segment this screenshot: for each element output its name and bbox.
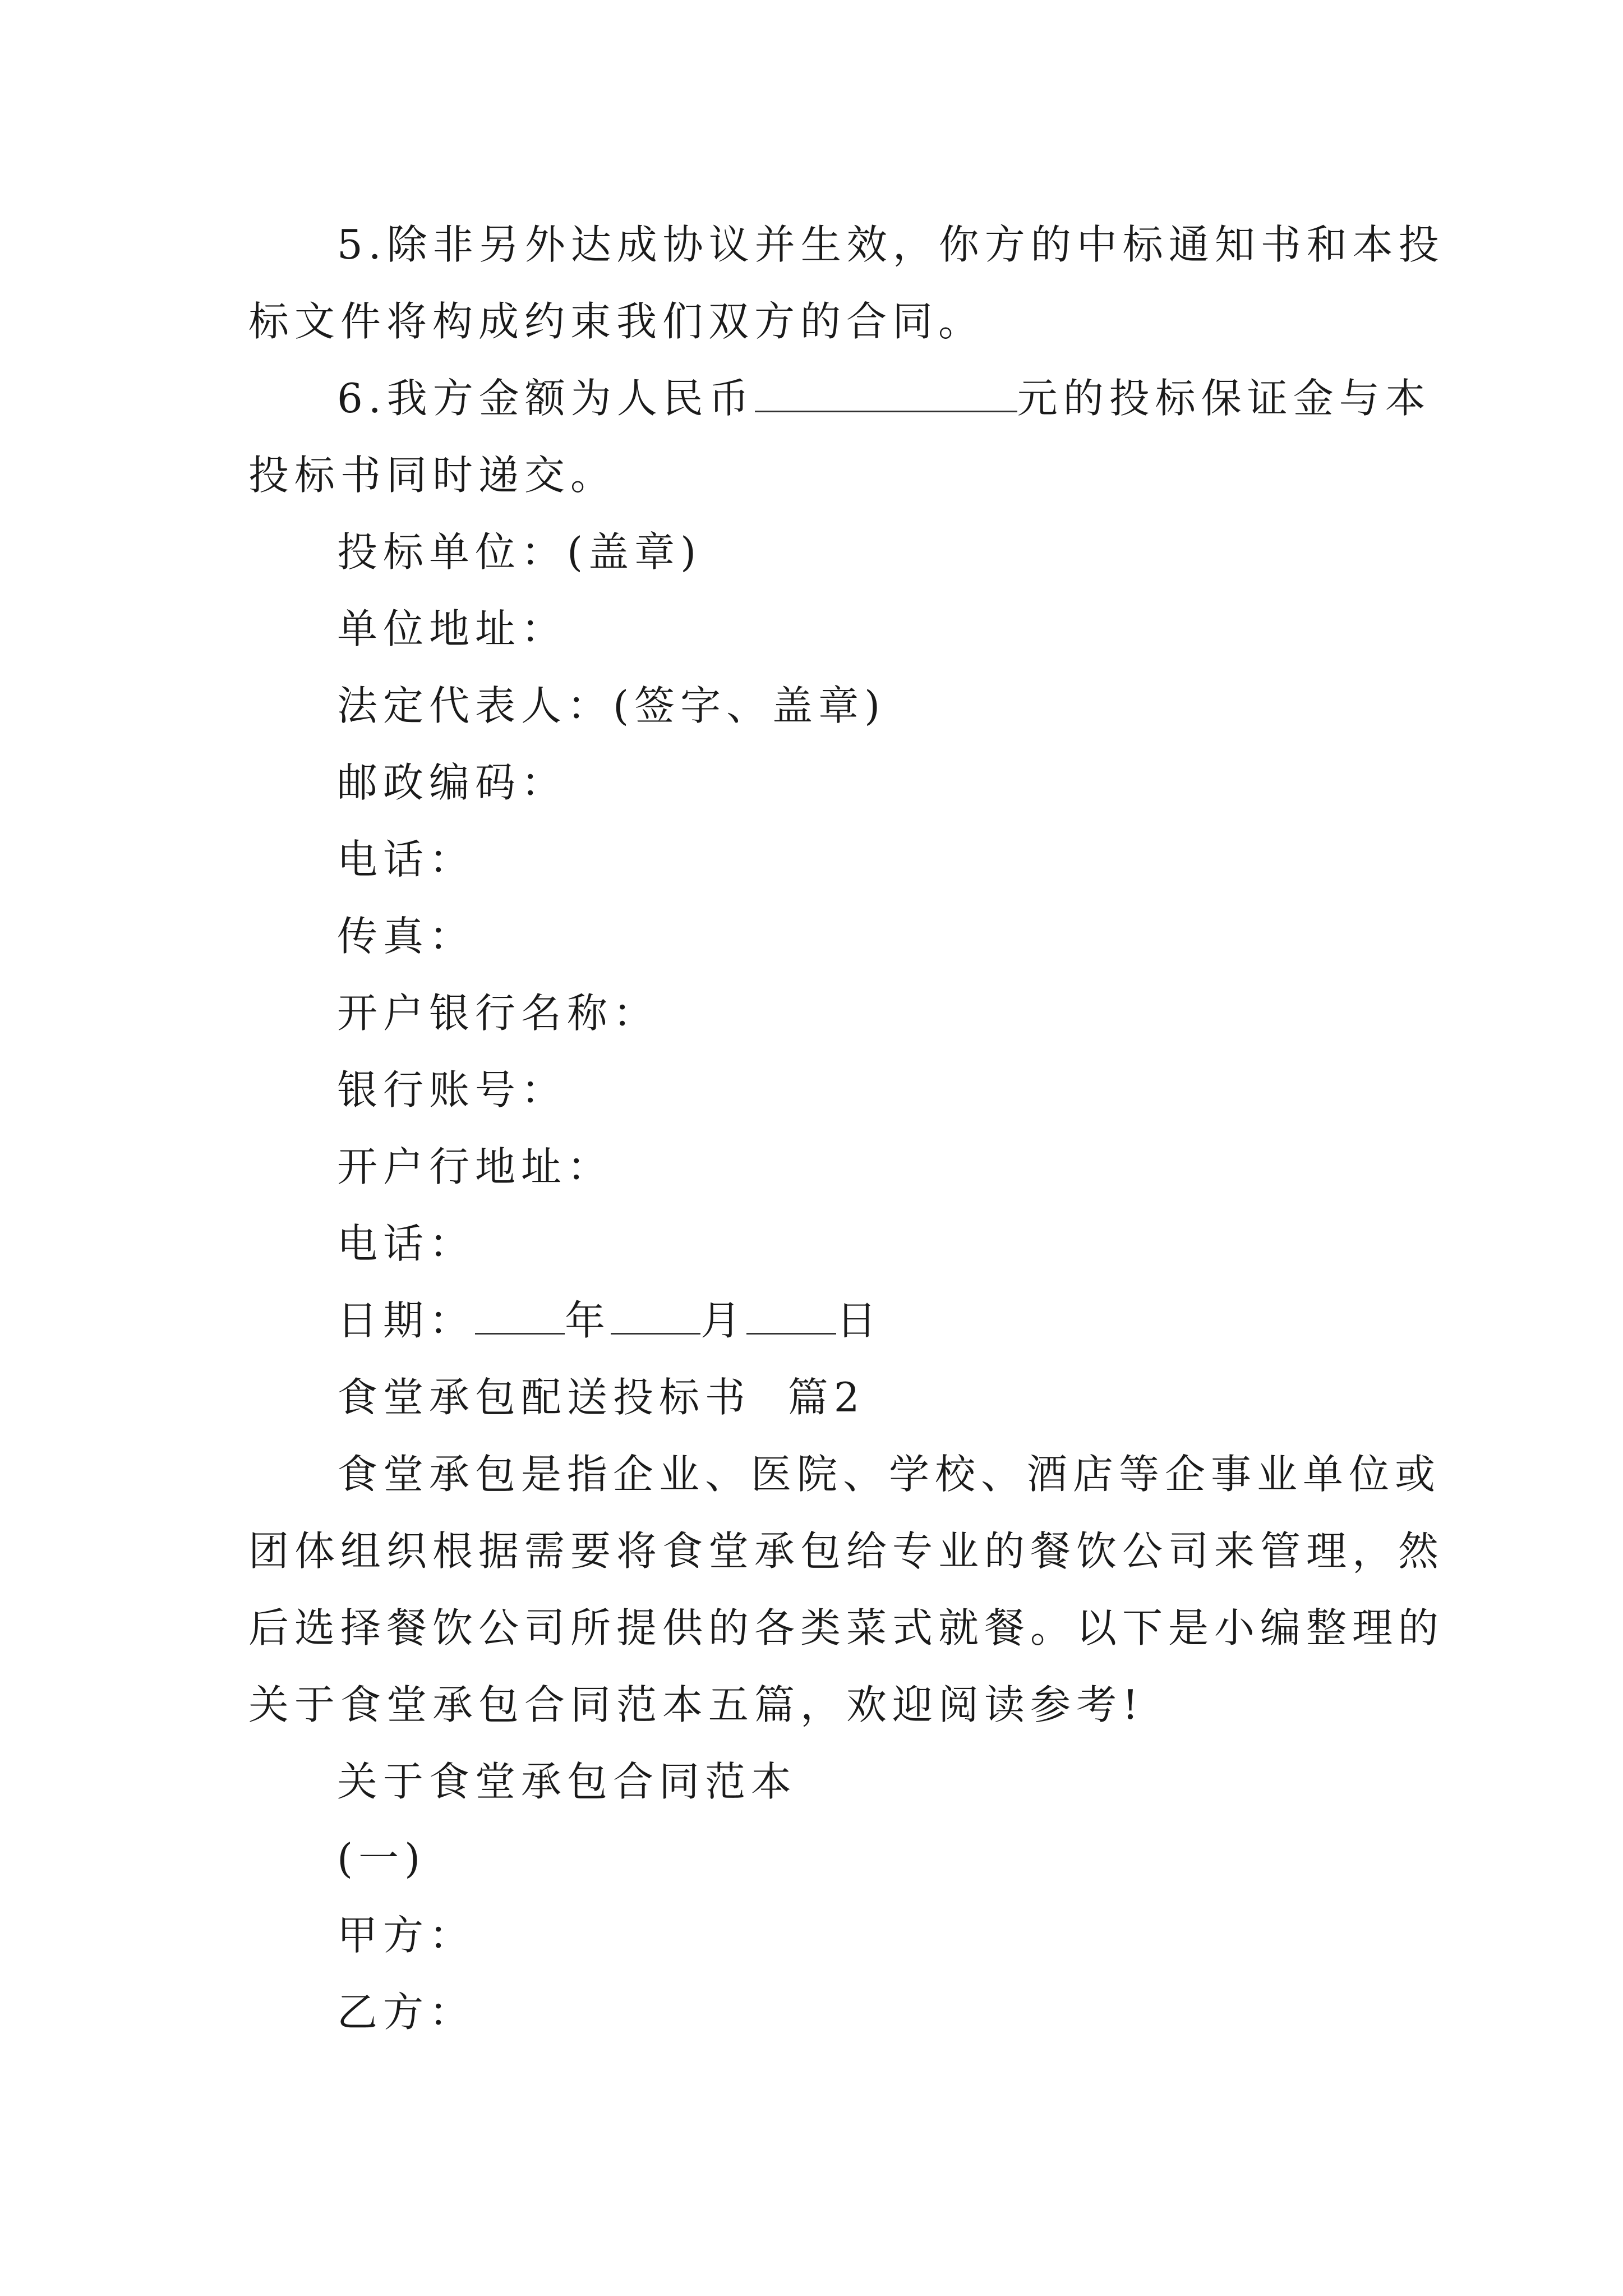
intro-line-1: 食堂承包是指企业、医院、学校、酒店等企事业单位或 <box>337 1451 1441 1498</box>
contract-number: (一) <box>337 1835 426 1882</box>
section-2-heading: 食堂承包配送投标书 篇2 <box>337 1374 865 1421</box>
paragraph-6-line-1 <box>248 360 1431 437</box>
day-label: 日 <box>836 1297 883 1344</box>
field-postcode: 邮政编码： <box>337 759 568 806</box>
field-phone: 电话： <box>337 836 476 883</box>
party-b: 乙方： <box>337 1989 476 2036</box>
month-blank <box>611 1299 700 1335</box>
paragraph-6-text-after: 元的投标保证金与本 <box>1017 375 1431 422</box>
party-a: 甲方： <box>337 1912 476 1959</box>
intro-line-4: 关于食堂承包合同范本五篇，欢迎阅读参考! <box>248 1681 1144 1728</box>
field-address: 单位地址： <box>337 605 568 652</box>
day-blank <box>746 1299 836 1335</box>
field-date <box>248 1282 1388 1359</box>
contract-title: 关于食堂承包合同范本 <box>337 1758 797 1805</box>
field-fax: 传真： <box>337 913 476 960</box>
field-bank-account: 银行账号： <box>337 1066 568 1114</box>
paragraph-6-text-before: 6.我方金额为人民币 <box>337 375 755 422</box>
paragraph-5-line-2: 标文件将构成约束我们双方的合同。 <box>248 298 985 345</box>
intro-line-2: 团体组织根据需要将食堂承包给专业的餐饮公司来管理，然 <box>248 1527 1445 1575</box>
intro-line-3: 后选择餐饮公司所提供的各类菜式就餐。以下是小编整理的 <box>248 1604 1445 1651</box>
amount-blank <box>755 377 1017 412</box>
field-bank-address: 开户行地址： <box>337 1143 614 1190</box>
field-legal-rep: 法定代表人：(签字、盖章) <box>337 682 886 729</box>
field-bank-name: 开户银行名称： <box>337 990 660 1037</box>
year-label: 年 <box>565 1297 611 1344</box>
field-phone-2: 电话： <box>337 1220 476 1267</box>
document-body <box>248 206 1445 2051</box>
month-label: 月 <box>700 1297 747 1344</box>
date-label: 日期： <box>337 1297 476 1344</box>
paragraph-6-line-2: 投标书同时递交。 <box>248 452 617 499</box>
year-blank <box>475 1299 565 1335</box>
field-bidder: 投标单位：(盖章) <box>337 528 702 576</box>
paragraph-5-line-1: 5.除非另外达成协议并生效，你方的中标通知书和本投 <box>337 221 1445 268</box>
